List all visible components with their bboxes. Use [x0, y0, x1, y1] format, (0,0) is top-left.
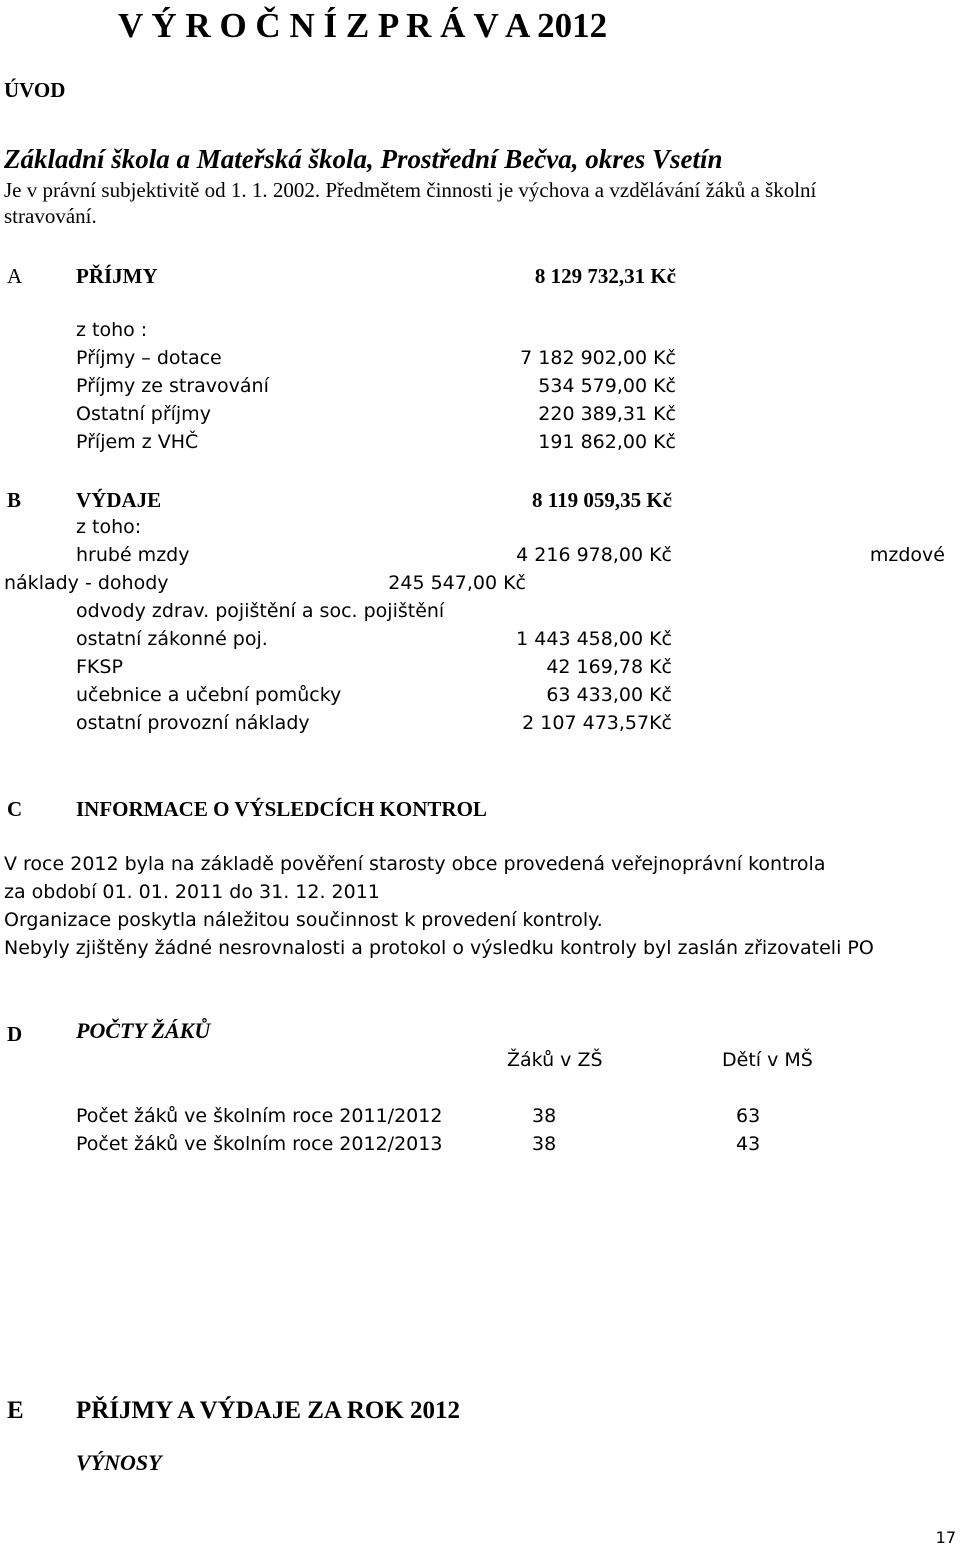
- page-number: 17: [935, 1528, 956, 1547]
- income-item-label: Ostatní příjmy: [76, 403, 211, 425]
- section-a-total: 8 129 732,31 Kč: [534, 264, 676, 288]
- wage-costs-label: náklady - dohody: [4, 572, 169, 594]
- school-name: Základní škola a Mateřská škola, Prostřední Bečva, okres Vsetín: [4, 144, 723, 174]
- section-e-letter: E: [7, 1397, 24, 1424]
- control-text-line: V roce 2012 byla na základě pověření starosty obce provedená veřejnoprávní kontrola: [4, 853, 826, 875]
- control-text-line: Organizace poskytla náležitou součinnost k provedení kontroly.: [4, 909, 603, 931]
- wages-label: hrubé mzdy: [76, 544, 190, 566]
- intro-text-line-2: stravování.: [4, 204, 97, 228]
- pupil-count-label: Počet žáků ve školním roce 2012/2013: [76, 1133, 443, 1155]
- income-item-value: 191 862,00 Kč: [538, 431, 676, 453]
- document-title: V Ý R O Č N Í Z P R Á V A 2012: [118, 6, 608, 45]
- section-d-heading: POČTY ŽÁKŮ: [76, 1018, 211, 1043]
- insurance-value: 1 443 458,00 Kč: [516, 628, 672, 650]
- section-e-heading: PŘÍJMY A VÝDAJE ZA ROK 2012: [76, 1397, 461, 1424]
- income-item-value: 534 579,00 Kč: [538, 375, 676, 397]
- pupil-count-zs: 38: [532, 1133, 557, 1155]
- pupil-count-zs: 38: [532, 1105, 557, 1127]
- intro-heading: ÚVOD: [4, 78, 66, 102]
- section-a-heading: PŘÍJMY: [76, 264, 158, 288]
- pupil-count-ms: 63: [736, 1105, 761, 1127]
- income-item-label: Příjmy ze stravování: [76, 375, 269, 397]
- section-a-of-which: z toho :: [76, 319, 148, 341]
- control-text-line: za období 01. 01. 2011 do 31. 12. 2011: [4, 881, 380, 903]
- control-text-line: Nebyly zjištěny žádné nesrovnalosti a protokol o výsledku kontroly byl zaslán zřizovateli PO: [4, 937, 874, 959]
- section-b-of-which: z toho:: [76, 516, 142, 538]
- section-c-heading: INFORMACE O VÝSLEDCÍCH KONTROL: [76, 797, 487, 821]
- column-header-ms: Dětí v MŠ: [722, 1049, 813, 1071]
- income-item-value: 220 389,31 Kč: [538, 403, 676, 425]
- wage-costs-value: 245 547,00 Kč: [388, 572, 526, 594]
- section-d-letter: D: [7, 1022, 23, 1046]
- section-b-total: 8 119 059,35 Kč: [532, 488, 672, 512]
- column-header-zs: Žáků v ZŠ: [507, 1049, 603, 1071]
- expense-item-value: 2 107 473,57Kč: [522, 712, 672, 734]
- expense-item-label: FKSP: [76, 656, 123, 678]
- expense-item-value: 63 433,00 Kč: [546, 684, 672, 706]
- insurance-label-line-2: ostatní zákonné poj.: [76, 628, 268, 650]
- insurance-label-line-1: odvody zdrav. pojištění a soc. pojištění: [76, 600, 445, 622]
- income-item-value: 7 182 902,00 Kč: [520, 347, 676, 369]
- wage-costs-word: mzdové: [869, 544, 945, 566]
- section-a-letter: A: [7, 264, 23, 288]
- expense-item-label: učebnice a učební pomůcky: [76, 684, 342, 706]
- income-item-label: Příjem z VHČ: [76, 431, 199, 453]
- section-b-heading: VÝDAJE: [76, 488, 162, 512]
- expense-item-value: 42 169,78 Kč: [546, 656, 672, 678]
- expense-item-label: ostatní provozní náklady: [76, 712, 310, 734]
- pupil-count-label: Počet žáků ve školním roce 2011/2012: [76, 1105, 443, 1127]
- wages-value: 4 216 978,00 Kč: [516, 544, 672, 566]
- income-item-label: Příjmy – dotace: [76, 347, 222, 369]
- pupil-count-ms: 43: [736, 1133, 761, 1155]
- section-b-letter: B: [7, 488, 22, 512]
- section-c-letter: C: [7, 797, 23, 821]
- section-e-subheading: VÝNOSY: [76, 1450, 162, 1475]
- intro-text-line-1: Je v právní subjektivitě od 1. 1. 2002. Předmětem činnosti je výchova a vzdělávání žáků a školní: [4, 178, 817, 202]
